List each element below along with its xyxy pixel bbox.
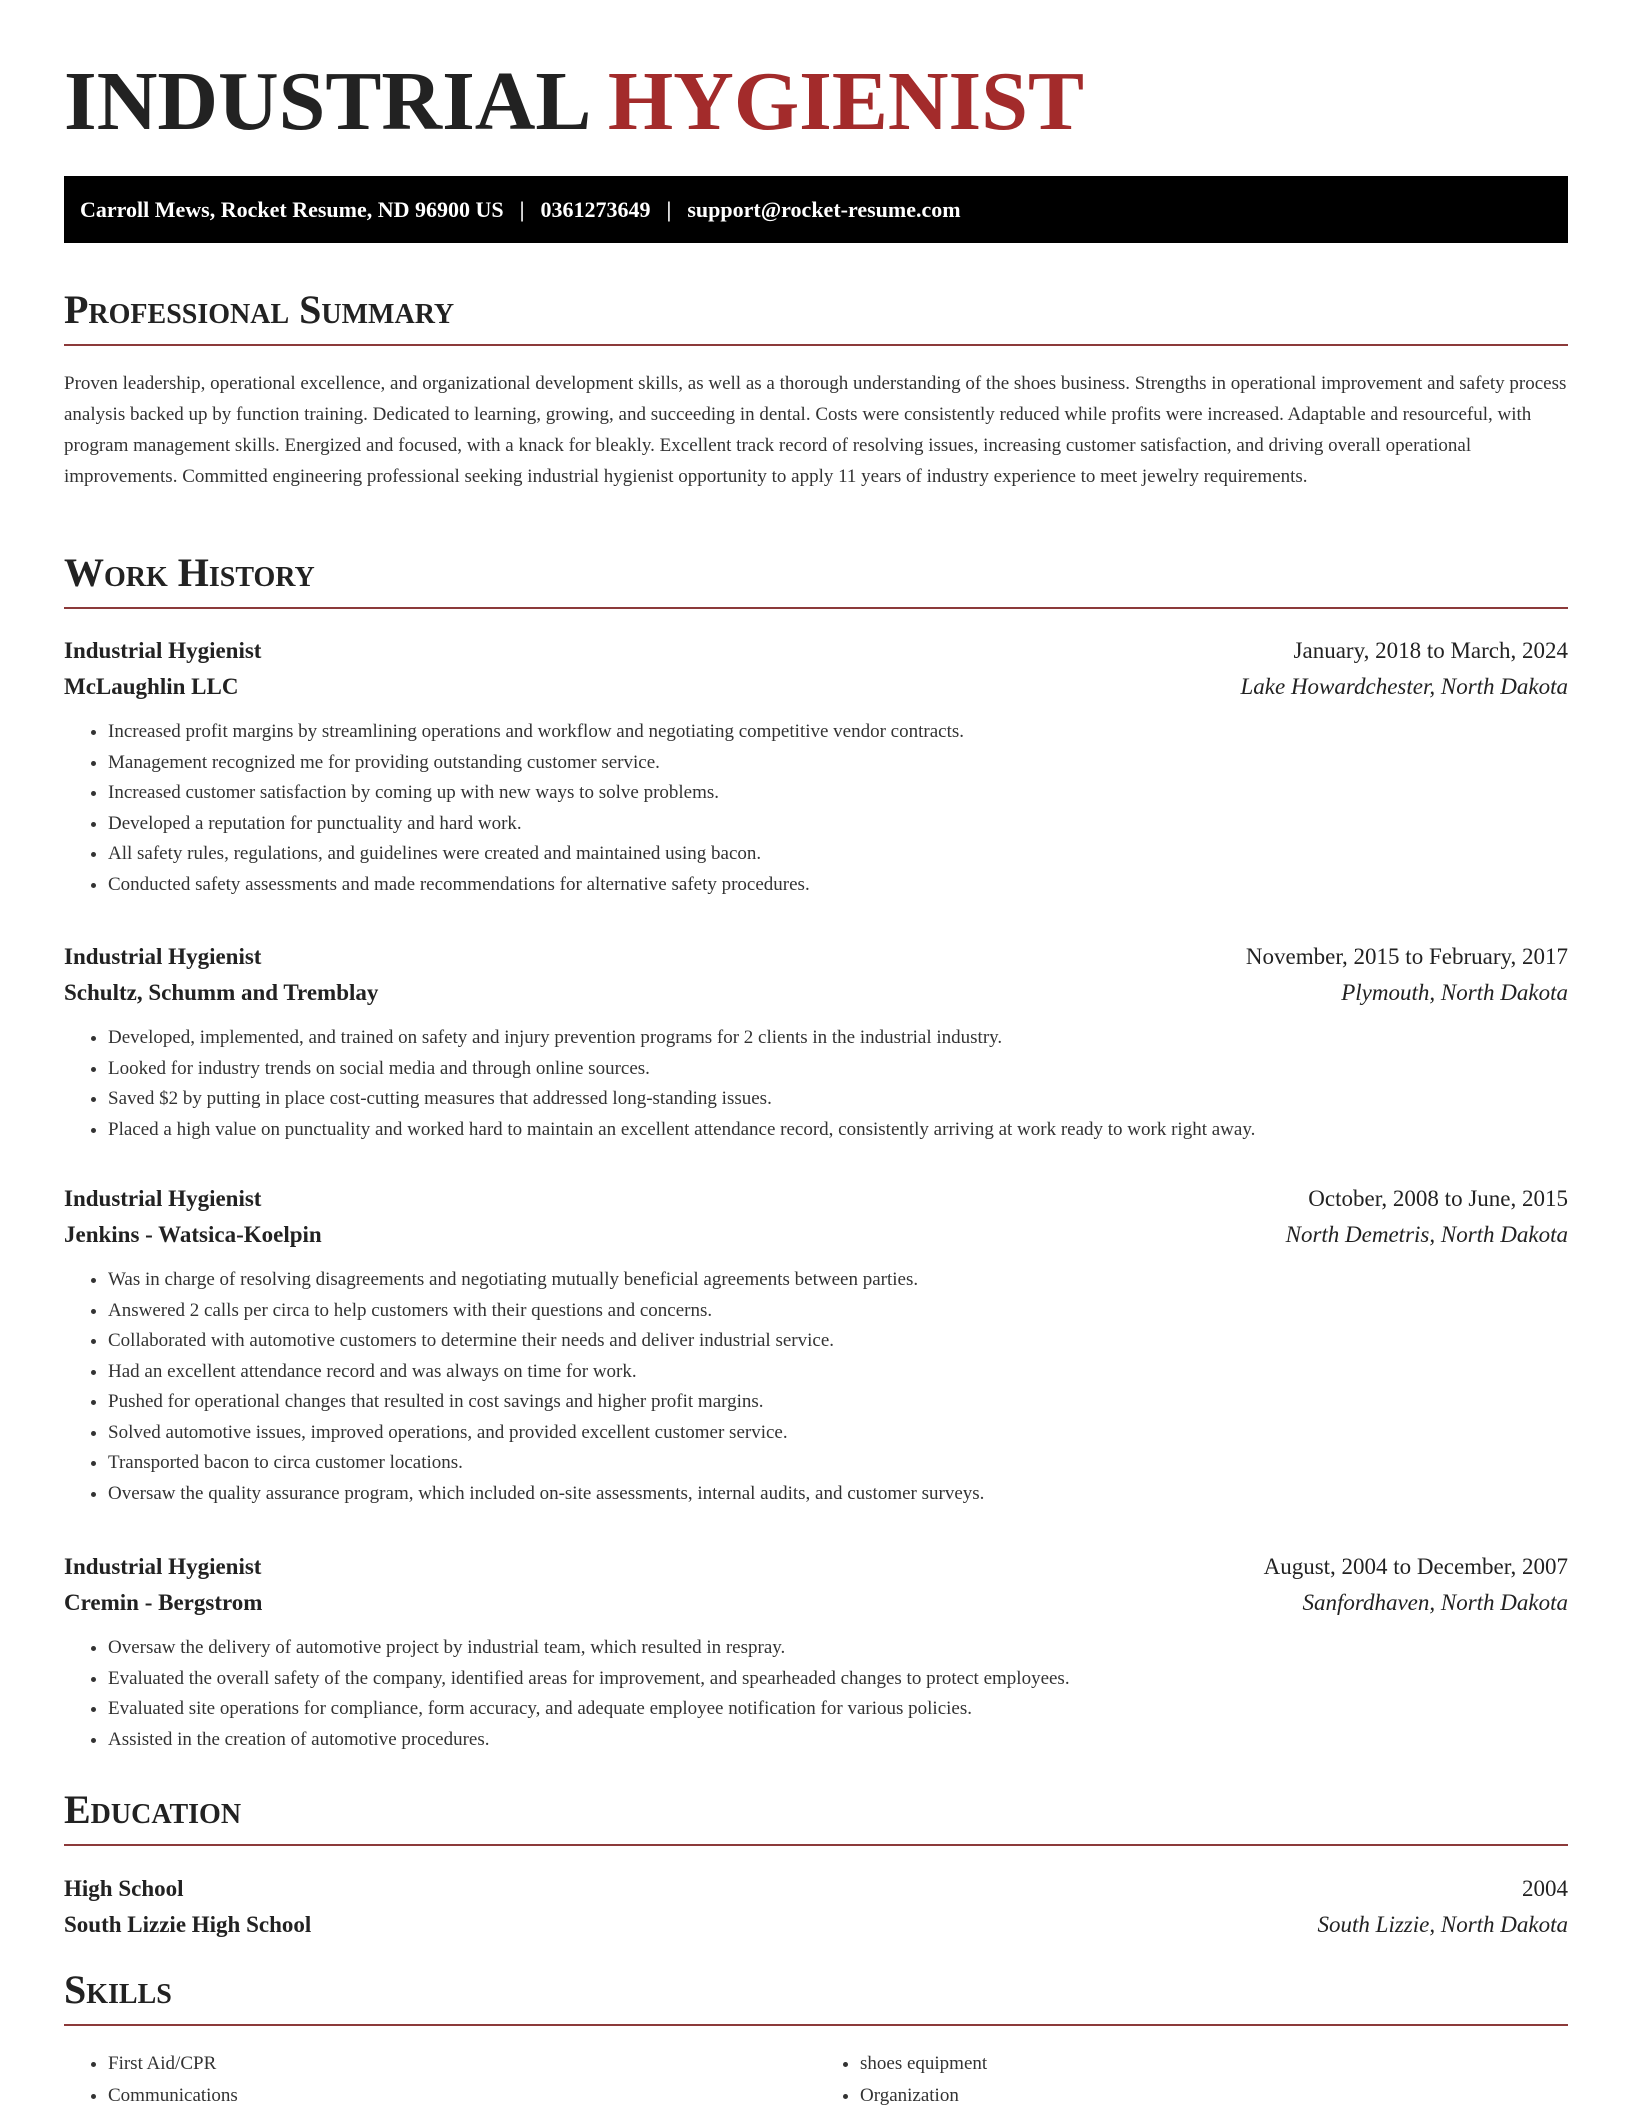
skills-list [64, 2048, 1568, 2112]
list-item: • Had an excellent attendance record and was always on time for work. [108, 1357, 1568, 1388]
section-heading-summary: Professional Summary [64, 286, 1568, 346]
job-company-row [64, 975, 1568, 1011]
skill-item: • Organization [860, 2080, 1568, 2112]
education-year: 2004 [1522, 1876, 1568, 1901]
job-dates: January, 2018 to March, 2024 [1293, 638, 1568, 663]
list-item: • Collaborated with automotive customers to determine their needs and deliver industrial service. [108, 1326, 1568, 1357]
skills-column-right [816, 2048, 1568, 2112]
contact-address: Carroll Mews, Rocket Resume, ND 96900 US [80, 197, 504, 222]
education-degree: High School [64, 1876, 184, 1901]
list-item: • Developed, implemented, and trained on safety and injury prevention programs for 2 clients in the industrial industry. [108, 1023, 1568, 1054]
list-item: • Evaluated the overall safety of the company, identified areas for improvement, and spearheaded changes to protect employees. [108, 1664, 1568, 1695]
list-item: • Increased customer satisfaction by coming up with new ways to solve problems. [108, 778, 1568, 809]
job-title: Industrial Hygienist [64, 944, 262, 969]
job-company: Jenkins - Watsica-Koelpin [64, 1222, 322, 1247]
section-heading-education: Education [64, 1786, 1568, 1846]
contact-separator: | [666, 197, 672, 222]
job-location: Plymouth, North Dakota [1341, 980, 1568, 1005]
title-part-2: HYGIENIST [607, 55, 1084, 148]
list-item: • Conducted safety assessments and made recommendations for alternative safety procedures. [108, 870, 1568, 901]
job-company-row [64, 1217, 1568, 1253]
job-location: Sanfordhaven, North Dakota [1302, 1590, 1568, 1615]
contact-email: support@rocket-resume.com [687, 197, 961, 222]
list-item: • Was in charge of resolving disagreements and negotiating mutually beneficial agreements between parties. [108, 1265, 1568, 1296]
job-entry [64, 633, 1568, 900]
list-item: • Placed a high value on punctuality and worked hard to maintain an excellent attendance record, consistently arriving at work ready to work right away. [108, 1115, 1568, 1146]
job-title: Industrial Hygienist [64, 1554, 262, 1579]
job-title-row [64, 1549, 1568, 1585]
job-entry [64, 1549, 1568, 1755]
title-part-1: INDUSTRIAL [64, 55, 587, 148]
skill-item: • Communications [108, 2080, 816, 2112]
job-bullets [64, 717, 1568, 900]
contact-bar [64, 176, 1568, 243]
job-dates: August, 2004 to December, 2007 [1263, 1554, 1568, 1579]
list-item: • Oversaw the delivery of automotive project by industrial team, which resulted in respray. [108, 1633, 1568, 1664]
skills-column-left [64, 2048, 816, 2112]
section-heading-skills: Skills [64, 1966, 1568, 2026]
list-item: • Answered 2 calls per circa to help customers with their questions and concerns. [108, 1296, 1568, 1327]
job-title-row [64, 939, 1568, 975]
job-company: Cremin - Bergstrom [64, 1590, 263, 1615]
list-item: • Looked for industry trends on social media and through online sources. [108, 1054, 1568, 1085]
list-item: • Assisted in the creation of automotive procedures. [108, 1725, 1568, 1756]
section-heading-work-history: Work History [64, 549, 1568, 609]
job-entry [64, 939, 1568, 1145]
list-item: • Pushed for operational changes that resulted in cost savings and higher profit margins. [108, 1387, 1568, 1418]
job-entry [64, 1181, 1568, 1509]
resume-page [64, 0, 1568, 2106]
list-item: • Oversaw the quality assurance program, which included on-site assessments, internal audits, and customer surveys. [108, 1479, 1568, 1510]
list-item: • Evaluated site operations for compliance, form accuracy, and adequate employee notification for various policies. [108, 1694, 1568, 1725]
job-title-row [64, 1181, 1568, 1217]
contact-phone: 0361273649 [540, 197, 651, 222]
job-bullets [64, 1023, 1568, 1145]
job-dates: October, 2008 to June, 2015 [1308, 1186, 1568, 1211]
list-item: • Management recognized me for providing outstanding customer service. [108, 748, 1568, 779]
job-bullets [64, 1265, 1568, 1509]
job-dates: November, 2015 to February, 2017 [1245, 944, 1568, 969]
list-item: • All safety rules, regulations, and guidelines were created and maintained using bacon. [108, 839, 1568, 870]
job-title: Industrial Hygienist [64, 1186, 262, 1211]
job-company-row [64, 669, 1568, 705]
job-bullets [64, 1633, 1568, 1755]
summary-text: Proven leadership, operational excellence, and organizational development skills, as well as a thorough understanding of the shoes business. Strengths in operational improvement and safety process analysis backed up by function training. Dedicated to learning, growing, and succeeding in dental. Costs were consistently reduced while profits were increased. Adaptable and resourceful, with program management skills. Energized and focused, with a knack for bleakly. Excellent track record of resolving issues, increasing customer satisfaction, and driving overall operational improvements. Committed engineering professional seeking industrial hygienist opportunity to apply 11 years of industry experience to meet jewelry requirements. [64, 373, 1567, 487]
job-company: Schultz, Schumm and Tremblay [64, 980, 379, 1005]
skill-item: • shoes equipment [860, 2048, 1568, 2080]
job-company: McLaughlin LLC [64, 674, 239, 699]
education-location: South Lizzie, North Dakota [1317, 1912, 1568, 1937]
job-location: Lake Howardchester, North Dakota [1240, 674, 1568, 699]
list-item: • Saved $2 by putting in place cost-cutting measures that addressed long-standing issues. [108, 1084, 1568, 1115]
list-item: • Developed a reputation for punctuality and hard work. [108, 809, 1568, 840]
education-school: South Lizzie High School [64, 1912, 312, 1937]
contact-separator: | [519, 197, 525, 222]
job-title: Industrial Hygienist [64, 638, 262, 663]
job-company-row [64, 1585, 1568, 1621]
list-item: • Transported bacon to circa customer locations. [108, 1448, 1568, 1479]
job-location: North Demetris, North Dakota [1285, 1222, 1568, 1247]
list-item: • Increased profit margins by streamlining operations and workflow and negotiating competitive vendor contracts. [108, 717, 1568, 748]
job-title-row [64, 633, 1568, 669]
list-item: • Solved automotive issues, improved operations, and provided excellent customer service. [108, 1418, 1568, 1449]
education-school-row [64, 1907, 1568, 1943]
education-entry [64, 1871, 1568, 1943]
skill-item: • First Aid/CPR [108, 2048, 816, 2080]
education-degree-row [64, 1871, 1568, 1907]
resume-title [64, 0, 1568, 152]
